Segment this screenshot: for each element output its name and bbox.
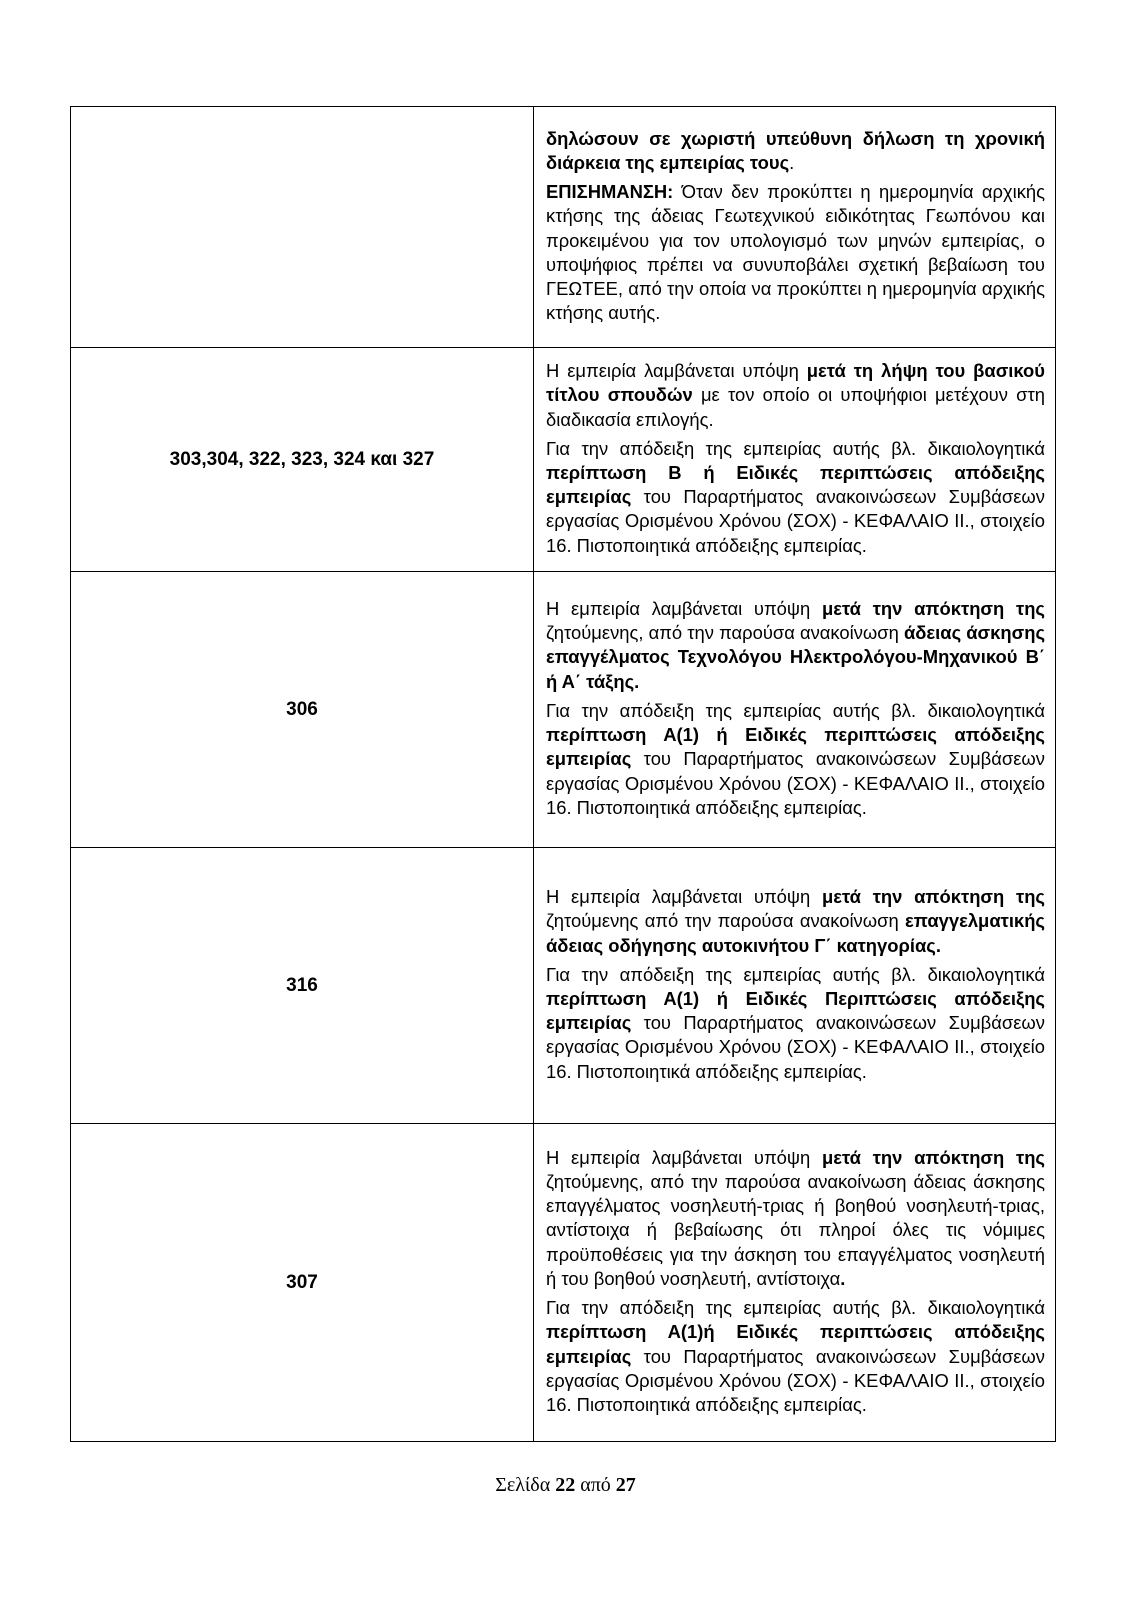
bold-text-run: περίπτωση Α(1)ή Ειδικές περιπτώσεις απόδειξης εμπειρίας	[546, 1321, 1045, 1367]
text-run: .	[789, 151, 795, 173]
table-body	[71, 107, 1056, 1442]
text-run: ζητούμενης, από την παρούσα ανακοίνωση	[546, 622, 904, 644]
footer-prefix: Σελίδα	[495, 1474, 556, 1496]
description-paragraph	[546, 1146, 1045, 1291]
text-run: του Παραρτήματος ανακοινώσεων Συμβάσεων εργασίας Ορισμένου Χρόνου (ΣΟΧ) - ΚΕΦΑΛΑΙΟ ΙΙ., στοιχείο 16. Πιστοποιητικά απόδειξης εμπειρίας.	[546, 1345, 1045, 1415]
bold-text-run: περίπτωση Α(1) ή Ειδικές περιπτώσεις απόδειξης εμπειρίας	[546, 724, 1045, 770]
page-footer	[0, 1474, 1131, 1497]
specialty-code: 303,304, 322, 323, 324 και 327	[169, 448, 435, 470]
specialty-code-cell	[71, 572, 534, 848]
specialty-code-cell	[71, 107, 534, 348]
footer-page-number: 22	[555, 1474, 576, 1496]
description-paragraph	[546, 180, 1045, 325]
specialty-code: 306	[286, 698, 318, 720]
text-run: Η εμπειρία λαμβάνεται υπόψη	[546, 1146, 822, 1168]
bold-text-run: μετά την απόκτηση της	[821, 886, 1045, 908]
experience-description-cell	[534, 1124, 1056, 1442]
description-paragraph	[546, 885, 1045, 958]
text-run: ζητούμενης από την παρούσα ανακοίνωση	[546, 910, 906, 932]
table-row	[71, 348, 1056, 572]
footer-page-total: 27	[615, 1474, 636, 1496]
text-run: Η εμπειρία λαμβάνεται υπόψη	[546, 360, 807, 382]
specialty-code-cell	[71, 848, 534, 1124]
specialty-code-cell	[71, 348, 534, 572]
experience-description-cell	[534, 848, 1056, 1124]
bold-text-run: μετά τη λήψη του βασικού τίτλου σπουδών	[546, 360, 1045, 406]
description-paragraph	[546, 597, 1045, 694]
bold-text-run: επαγγελματικής άδειας οδήγησης αυτοκινήτου Γ΄ κατηγορίας.	[546, 910, 1045, 956]
bold-text-run: δηλώσουν σε χωριστή υπεύθυνη δήλωση τη χρονική διάρκεια της εμπειρίας τους	[546, 127, 1045, 173]
text-run: ζητούμενης, από την παρούσα ανακοίνωση άδειας άσκησης επαγγέλματος νοσηλευτή-τριας ή βοηθού νοσηλευτή-τριας, αντίστοιχα ή βεβαίωσης ότι πληροί όλες τις νόμιμες προϋποθέσεις για την άσκηση του επαγγέλματος νοσηλευτή ή του βοηθού νοσηλευτή, αντίστοιχα	[546, 1171, 1045, 1289]
text-run: Για την απόδειξη της εμπειρίας αυτής βλ. δικαιολογητικά	[546, 699, 1045, 721]
bold-text-run: άδειας άσκησης επαγγέλματος Τεχνολόγου Ηλεκτρολόγου-Μηχανικού Β΄ ή Α΄ τάξης.	[546, 622, 1046, 692]
bold-text-run: μετά την απόκτηση της	[821, 598, 1045, 620]
experience-description-cell	[534, 107, 1056, 348]
bold-text-run: περίπτωση Β ή Ειδικές περιπτώσεις απόδειξης εμπειρίας	[546, 462, 1045, 508]
table-row	[71, 572, 1056, 848]
specialty-code-cell	[71, 1124, 534, 1442]
text-run: του Παραρτήματος ανακοινώσεων Συμβάσεων εργασίας Ορισμένου Χρόνου (ΣΟΧ) - ΚΕΦΑΛΑΙΟ ΙΙ., στοιχείο 16. Πιστοποιητικά απόδειξης εμπειρίας.	[546, 486, 1045, 556]
description-paragraph	[546, 699, 1045, 820]
experience-description-cell	[534, 348, 1056, 572]
bold-text-run: περίπτωση Α(1) ή Ειδικές Περιπτώσεις απόδειξης εμπειρίας	[546, 988, 1045, 1034]
bold-text-run: .	[840, 1267, 846, 1289]
description-paragraph	[546, 437, 1045, 558]
text-run: του Παραρτήματος ανακοινώσεων Συμβάσεων εργασίας Ορισμένου Χρόνου (ΣΟΧ) - ΚΕΦΑΛΑΙΟ ΙΙ., στοιχείο 16. Πιστοποιητικά απόδειξης εμπειρίας.	[546, 748, 1045, 818]
bold-text-run: μετά την απόκτηση της	[821, 1146, 1045, 1168]
bold-text-run: ΕΠΙΣΗΜΑΝΣΗ:	[546, 181, 674, 203]
description-paragraph	[546, 963, 1045, 1084]
description-paragraph	[546, 1296, 1045, 1417]
text-run: Η εμπειρία λαμβάνεται υπόψη	[546, 886, 822, 908]
text-run: Για την απόδειξη της εμπειρίας αυτής βλ. δικαιολογητικά	[546, 963, 1045, 985]
table-row	[71, 1124, 1056, 1442]
description-paragraph	[546, 127, 1045, 175]
text-run: Όταν δεν προκύπτει η ημερομηνία αρχικής κτήσης της άδειας Γεωτεχνικού ειδικότητας Γεωπόνου και προκειμένου για τον υπολογισμό των μηνών εμπειρίας, ο υποψήφιος πρέπει να συνυποβάλει σχετική βεβαίωση του ΓΕΩΤΕΕ, από την οποία να προκύπτει η ημερομηνία αρχικής κτήσης αυτής.	[546, 181, 1045, 324]
description-paragraph	[546, 359, 1045, 432]
footer-middle: από	[575, 1474, 616, 1496]
text-run: του Παραρτήματος ανακοινώσεων Συμβάσεων εργασίας Ορισμένου Χρόνου (ΣΟΧ) - ΚΕΦΑΛΑΙΟ ΙΙ., στοιχείο 16. Πιστοποιητικά απόδειξης εμπειρίας.	[546, 1012, 1045, 1082]
specialty-code: 316	[286, 974, 318, 996]
text-run: Για την απόδειξη της εμπειρίας αυτής βλ. δικαιολογητικά	[546, 437, 1045, 459]
requirements-table	[70, 106, 1056, 1442]
text-run: με τον οποίο οι υποψήφιοι μετέχουν στη διαδικασία επιλογής.	[546, 384, 1046, 430]
table-row	[71, 107, 1056, 348]
experience-description-cell	[534, 572, 1056, 848]
text-run: Για την απόδειξη της εμπειρίας αυτής βλ. δικαιολογητικά	[546, 1297, 1045, 1319]
specialty-code: 307	[286, 1271, 318, 1293]
text-run: Η εμπειρία λαμβάνεται υπόψη	[546, 598, 822, 620]
table-row	[71, 848, 1056, 1124]
